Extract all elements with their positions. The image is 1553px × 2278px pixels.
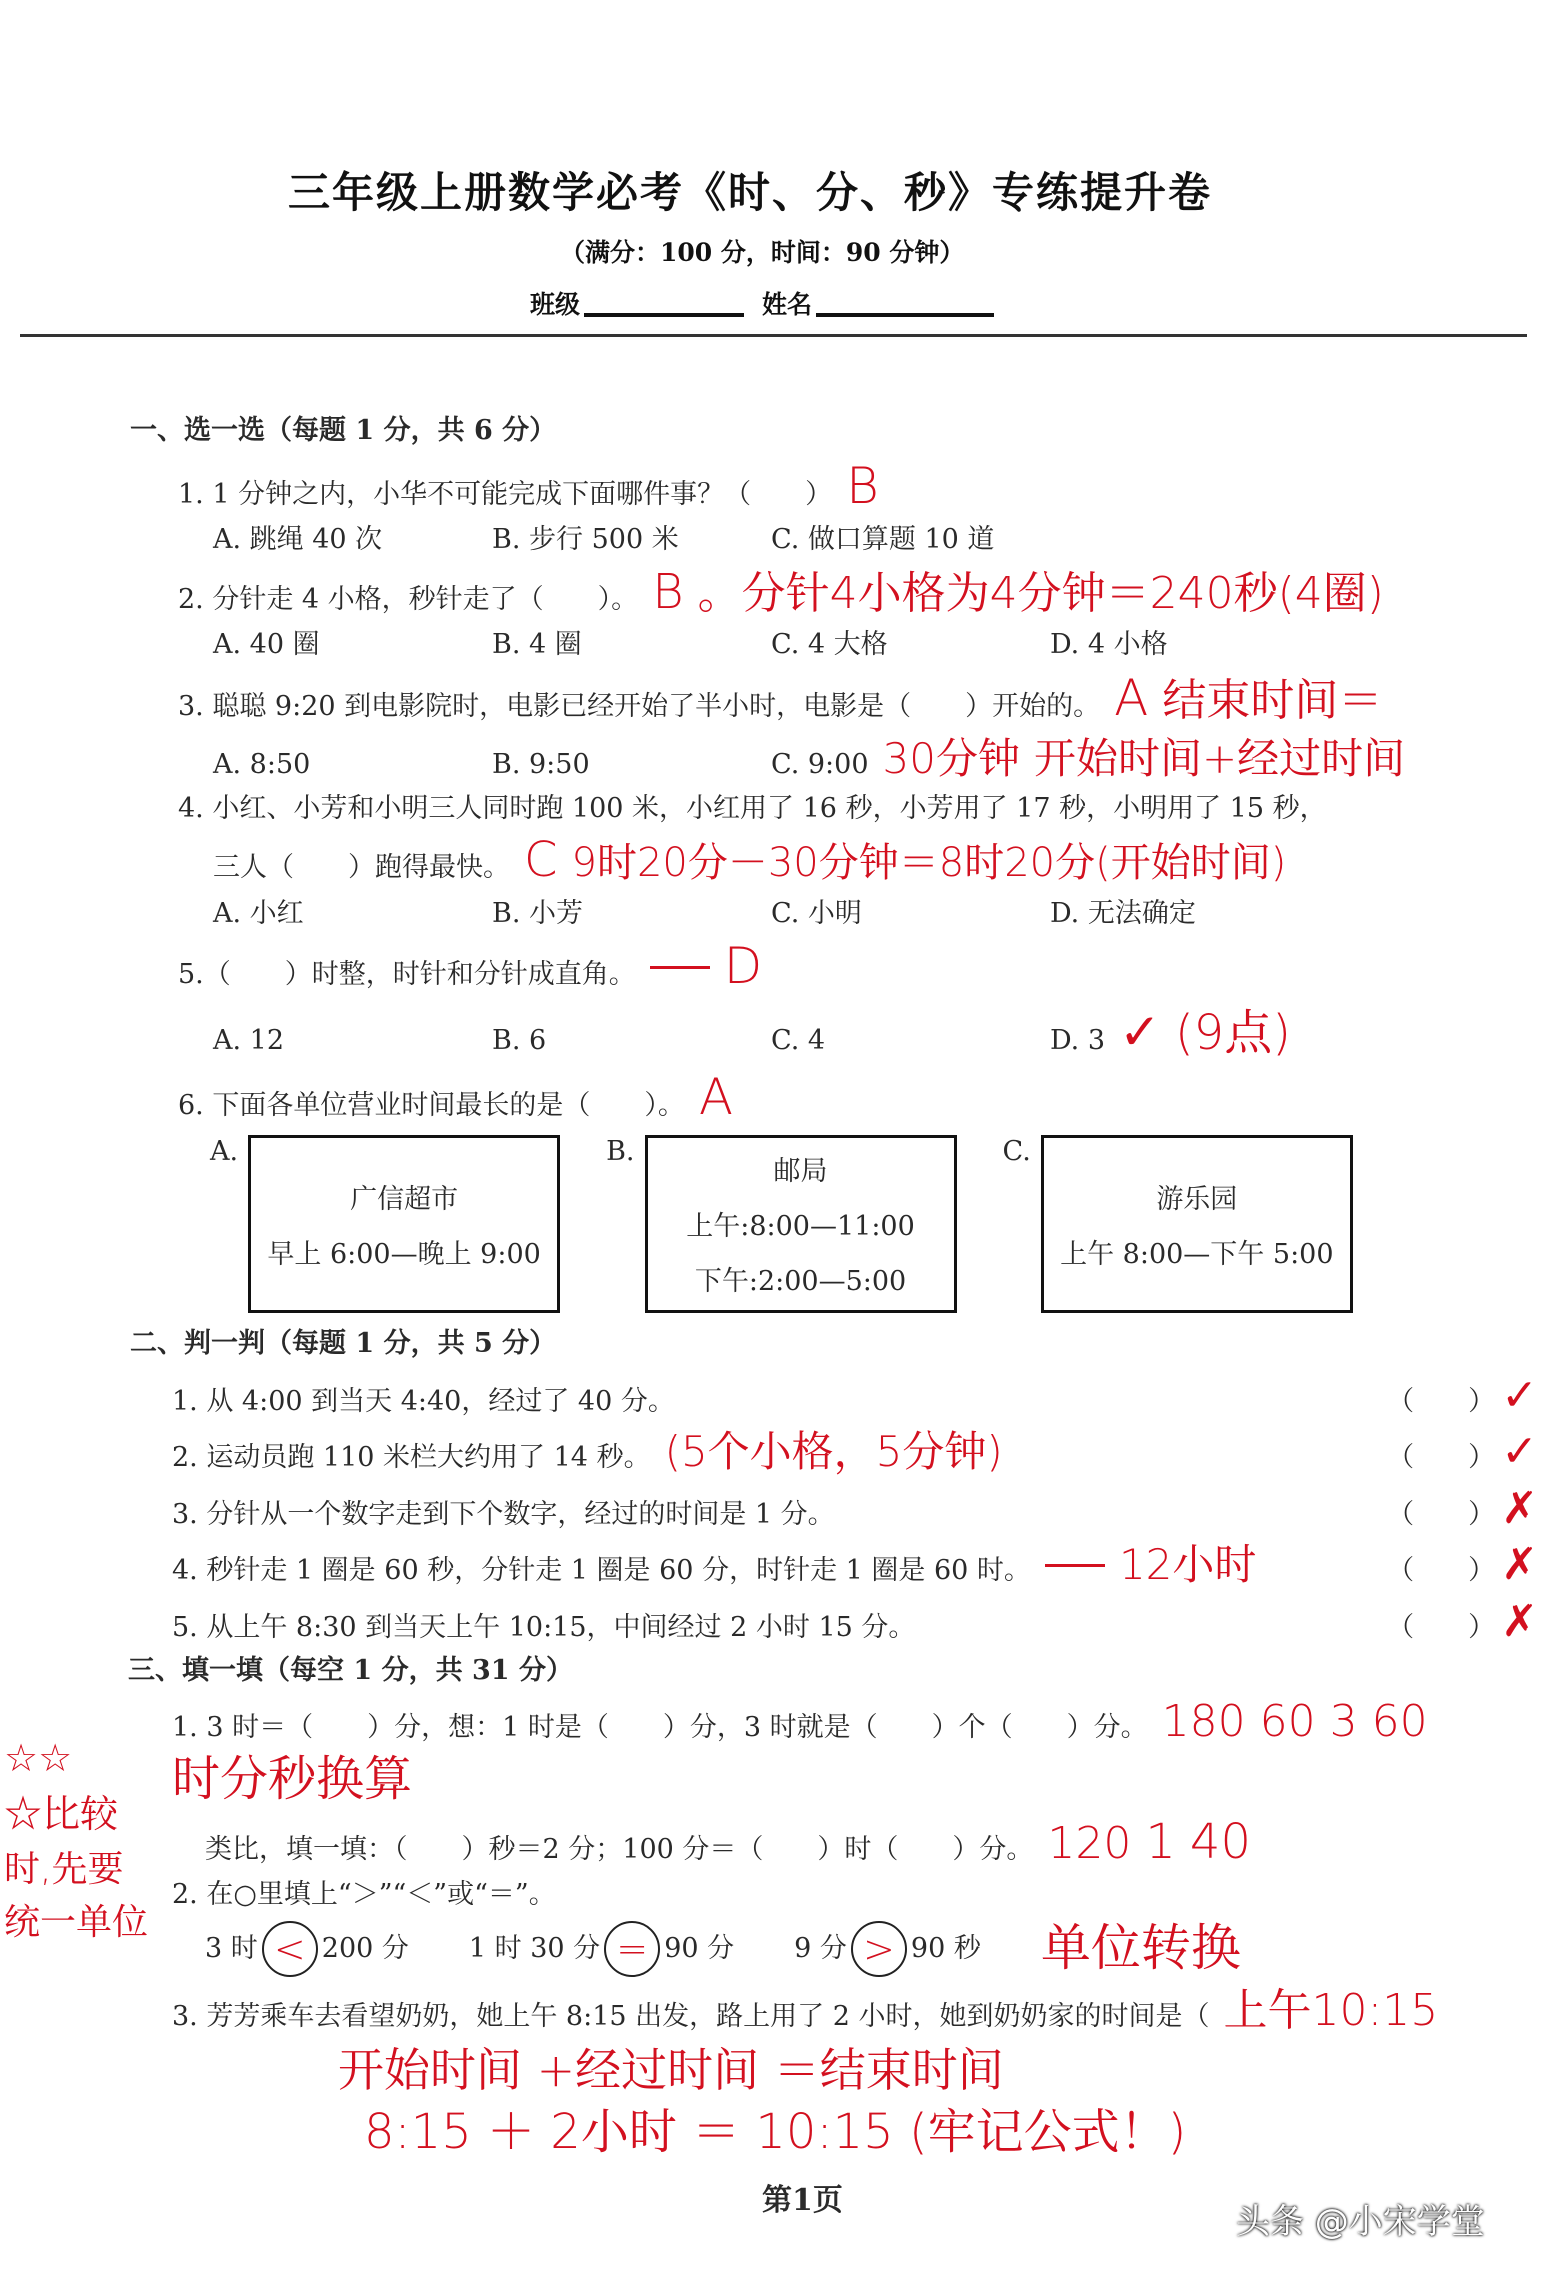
q6-box-a bbox=[248, 1135, 560, 1313]
judge-answer-5 bbox=[1387, 1597, 1538, 1648]
section3-heading: 三、填一填（每空 1 分，共 31 分） bbox=[128, 1654, 573, 1686]
fill1-answer-4: 60 bbox=[1371, 1696, 1428, 1748]
q1-option-b: B. 步行 500 米 bbox=[492, 524, 679, 556]
compare-answer-1: < bbox=[273, 1926, 306, 1971]
name-label: 姓名 bbox=[762, 290, 813, 319]
q4-text2: 三人（ ）跑得最快。 bbox=[213, 852, 510, 884]
q3-option-c: C. 9:00 bbox=[771, 749, 869, 781]
fill1-answer-2: 60 bbox=[1259, 1696, 1316, 1748]
q3-text: 3. 聪聪 9:20 到电影院时，电影已经开始了半小时，电影是（ ）开始的。 bbox=[178, 690, 1101, 722]
compare-circle-2[interactable] bbox=[604, 1921, 660, 1977]
q6-row bbox=[178, 1069, 1538, 1127]
q1-option-a: A. 跳绳 40 次 bbox=[213, 524, 383, 556]
compare-left-1: 3 时 bbox=[205, 1932, 258, 1964]
q3-note-30min: 30分钟 bbox=[882, 734, 1020, 784]
judge-bracket-2[interactable]: （ ） bbox=[1387, 1442, 1496, 1474]
q5-text: 5.（ ）时整，时针和分针成直角。 bbox=[178, 959, 636, 991]
q6-box-c bbox=[1041, 1135, 1353, 1313]
judge-row-1 bbox=[172, 1371, 1538, 1422]
compare-answer-3: > bbox=[862, 1926, 895, 1971]
formula-row-2 bbox=[364, 2105, 1538, 2160]
q5-option-a: A. 12 bbox=[213, 1024, 285, 1056]
judge4-note: 12小时 bbox=[1118, 1540, 1257, 1590]
q6-box-a-hours: 早上 6:00—晚上 9:00 bbox=[267, 1238, 541, 1270]
q6-box-b-name: 邮局 bbox=[773, 1156, 828, 1188]
q5-answer: D bbox=[723, 937, 763, 996]
judge-item-4: 4. 秒针走 1 圈是 60 秒，分针走 1 圈是 60 分，时针走 1 圈是 60 时。 bbox=[172, 1555, 1031, 1587]
judge-mark-4: ✗ bbox=[1501, 1539, 1538, 1591]
fill1-line2-answer-2: 1 bbox=[1145, 1814, 1176, 1871]
q4-option-c: C. 小明 bbox=[771, 897, 862, 929]
name-blank bbox=[816, 313, 994, 317]
judge-row-2 bbox=[172, 1427, 1538, 1478]
q1-answer: B bbox=[846, 456, 879, 515]
q2-option-a: A. 40 圈 bbox=[213, 629, 320, 661]
q4-note: 9时20分－30分钟＝8时20分(开始时间) bbox=[571, 840, 1287, 887]
judge-bracket-3[interactable]: （ ） bbox=[1387, 1498, 1496, 1530]
judge-row-5 bbox=[172, 1597, 1538, 1648]
section2-heading: 二、判一判（每题 1 分，共 5 分） bbox=[130, 1327, 557, 1359]
judge-row-4 bbox=[172, 1540, 1538, 1591]
compare-right-3: 90 秒 bbox=[910, 1932, 981, 1964]
q5-check-icon: ✓ bbox=[1119, 1002, 1161, 1061]
fill1-line2-answer-3: 40 bbox=[1189, 1814, 1251, 1871]
q6-box-c-name: 游乐园 bbox=[1156, 1183, 1238, 1215]
compare-row bbox=[205, 1920, 1538, 1978]
compare-item-1 bbox=[205, 1921, 409, 1977]
watermark: 头条 @小宋学堂 bbox=[1236, 2202, 1485, 2243]
q5-option-c: C. 4 bbox=[771, 1024, 826, 1056]
fill-q1-line2: 类比，填一填：（ ）秒＝2 分；100 分＝（ ）时（ ）分。 bbox=[205, 1834, 1034, 1866]
q2-options bbox=[213, 628, 1538, 662]
compare-note: 单位转换 bbox=[1040, 1919, 1241, 1978]
margin-note bbox=[0, 1697, 160, 2168]
compare-left-2: 1 时 30 分 bbox=[468, 1932, 601, 1964]
compare-item-2 bbox=[469, 1921, 734, 1977]
judge-bracket-4[interactable]: （ ） bbox=[1387, 1555, 1496, 1587]
q6-text: 6. 下面各单位营业时间最长的是（ ）。 bbox=[178, 1090, 685, 1122]
q2-option-c: C. 4 大格 bbox=[771, 629, 888, 661]
judge-answer-4 bbox=[1387, 1540, 1538, 1591]
q4-row bbox=[178, 792, 1538, 826]
q6-answer: A bbox=[698, 1068, 734, 1127]
class-label: 班级 bbox=[530, 290, 581, 319]
q2-option-d: D. 4 小格 bbox=[1050, 629, 1168, 661]
judge2-note: (5个小格，5分钟) bbox=[664, 1427, 1003, 1477]
exam-subtitle: （满分：100 分，时间：90 分钟） bbox=[560, 238, 965, 267]
q6-box-c-hours: 上午 8:00—下午 5:00 bbox=[1060, 1238, 1334, 1270]
formula-row-1 bbox=[338, 2044, 1538, 2097]
footer bbox=[0, 2178, 1553, 2248]
q4-options bbox=[213, 897, 1538, 931]
q4-answer: C bbox=[524, 832, 558, 889]
compare-circle-3[interactable] bbox=[851, 1921, 907, 1977]
compare-answer-2: = bbox=[616, 1926, 649, 1971]
q5-note: (9点) bbox=[1174, 1004, 1291, 1061]
judge-bracket-5[interactable]: （ ） bbox=[1387, 1612, 1496, 1644]
fill-q1-row-1 bbox=[172, 1697, 1538, 1807]
judge-mark-2: ✓ bbox=[1501, 1426, 1538, 1478]
compare-right-1: 200 分 bbox=[321, 1932, 409, 1964]
q6-box-b bbox=[645, 1135, 957, 1313]
fill-q2-row bbox=[172, 1878, 1538, 1912]
compare-item-3 bbox=[794, 1921, 981, 1977]
q3-option-b: B. 9:50 bbox=[492, 749, 590, 781]
q6-box-b-hours-am: 上午:8:00—11:00 bbox=[686, 1211, 915, 1243]
fill1-note: 时分秒换算 bbox=[172, 1750, 413, 1807]
fill3-answer: 上午10:15 bbox=[1223, 1984, 1439, 2036]
q6-box-a-label: A. bbox=[210, 1135, 239, 1167]
q4-option-d: D. 无法确定 bbox=[1050, 897, 1196, 929]
judge-row-3 bbox=[172, 1484, 1538, 1535]
student-info bbox=[530, 290, 1012, 320]
q1-options bbox=[213, 523, 1538, 557]
judge-answer-3 bbox=[1387, 1484, 1538, 1535]
formula-line-1: 开始时间 +经过时间 ＝结束时间 bbox=[338, 2043, 1004, 2098]
judge-mark-5: ✗ bbox=[1501, 1596, 1538, 1648]
q6-boxes bbox=[210, 1135, 1553, 1313]
q1-option-c: C. 做口算题 10 道 bbox=[771, 524, 995, 556]
q4-option-a: A. 小红 bbox=[213, 897, 304, 929]
q3-note-formula: 开始时间+经过时间 bbox=[1033, 734, 1406, 784]
judge-mark-3: ✗ bbox=[1501, 1482, 1538, 1534]
fill-q2-text: 2. 在○里填上“＞”“＜”或“＝”。 bbox=[172, 1879, 556, 1911]
judge-answer-2 bbox=[1387, 1427, 1538, 1478]
q5-option-d: D. 3 bbox=[1050, 1024, 1106, 1056]
q6-box-b-label: B. bbox=[606, 1135, 635, 1167]
compare-left-3: 9 分 bbox=[794, 1932, 847, 1964]
judge-item-1: 1. 从 4:00 到当天 4:40，经过了 40 分。 bbox=[172, 1385, 675, 1417]
q4-text: 4. 小红、小芳和小明三人同时跑 100 米，小红用了 16 秒，小芳用了 17 秒，小明用了 15 秒， bbox=[178, 792, 1327, 824]
margin-note-line-1: ☆比较 bbox=[4, 1792, 119, 1837]
fill-q3-text: 3. 芳芳乘车去看望奶奶，她上午 8:15 出发，路上用了 2 小时，她到奶奶家的时间是（ bbox=[172, 2000, 1210, 2032]
q6-box-b-hours-pm: 下午:2:00—5:00 bbox=[694, 1266, 907, 1298]
judge-item-3: 3. 分针从一个数字走到下个数字，经过的时间是 1 分。 bbox=[172, 1498, 835, 1530]
margin-note-stars: ☆☆ bbox=[4, 1736, 73, 1781]
q5-options bbox=[213, 1004, 1538, 1062]
exam-title: 三年级上册数学必考《时、分、秒》专练提升卷 bbox=[288, 168, 1213, 217]
header-divider bbox=[20, 334, 1527, 337]
judge-item-5: 5. 从上午 8:30 到当天上午 10:15，中间经过 2 小时 15 分。 bbox=[172, 1612, 916, 1644]
q1-text: 1. 1 分钟之内，小华不可能完成下面哪件事？（ ） bbox=[178, 478, 833, 510]
margin-note-line-2: 时,先要 bbox=[4, 1848, 124, 1890]
formula-line-2: 8:15 ＋ 2小时 ＝ 10:15 (牢记公式！) bbox=[364, 2104, 1187, 2161]
section1-heading: 一、选一选（每题 1 分，共 6 分） bbox=[130, 415, 557, 446]
q5-underline bbox=[650, 966, 710, 969]
q3-option-a: A. 8:50 bbox=[213, 749, 311, 781]
q3-answer: A bbox=[1114, 668, 1149, 727]
q5-option-b: B. 6 bbox=[492, 1024, 547, 1056]
compare-right-2: 90 分 bbox=[664, 1932, 735, 1964]
q3-note-end-time: 结束时间＝ bbox=[1162, 674, 1383, 726]
q2-row bbox=[178, 565, 1538, 620]
judge-answer-1 bbox=[1387, 1371, 1538, 1422]
fill1-line2-answer-1: 120 bbox=[1047, 1818, 1132, 1870]
class-blank bbox=[584, 313, 744, 317]
section3-body bbox=[0, 1697, 1553, 2168]
q4-option-b: B. 小芳 bbox=[492, 897, 584, 929]
judge-mark-1: ✓ bbox=[1501, 1369, 1538, 1421]
fill1-answer-3: 3 bbox=[1329, 1696, 1358, 1748]
q4-row-2 bbox=[213, 833, 1538, 888]
fill-q1-row-2 bbox=[205, 1815, 1538, 1870]
page-number: 第1页 bbox=[762, 2183, 843, 2219]
q2-text: 2. 分针走 4 小格，秒针走了（ ）。 bbox=[178, 584, 639, 615]
q3-options bbox=[213, 735, 1538, 783]
compare-circle-1[interactable] bbox=[262, 1921, 318, 1977]
q2-option-b: B. 4 圈 bbox=[492, 629, 582, 661]
q6-box-c-label: C. bbox=[1002, 1135, 1031, 1167]
judge4-underline bbox=[1045, 1564, 1105, 1567]
section3-content bbox=[160, 1697, 1553, 2168]
judge-item-2: 2. 运动员跑 110 米栏大约用了 14 秒。 bbox=[172, 1442, 651, 1474]
fill-q1-line1: 1. 3 时＝（ ）分，想：1 时是（ ）分，3 时就是（ ）个（ ）分。 bbox=[172, 1712, 1148, 1744]
judge-bracket-1[interactable]: （ ） bbox=[1387, 1385, 1496, 1417]
margin-note-line-3: 统一单位 bbox=[4, 1902, 149, 1944]
q6-box-a-name: 广信超市 bbox=[350, 1183, 459, 1215]
q2-note: 。分针4小格为4分钟＝240秒(4圈) bbox=[697, 568, 1384, 619]
fill1-answer-1: 180 bbox=[1161, 1696, 1246, 1748]
q3-row bbox=[178, 670, 1538, 728]
q5-row bbox=[178, 938, 1538, 996]
q1-row bbox=[178, 458, 1538, 516]
q2-answer: B bbox=[652, 564, 684, 620]
fill-q3-row bbox=[172, 1986, 1538, 2037]
